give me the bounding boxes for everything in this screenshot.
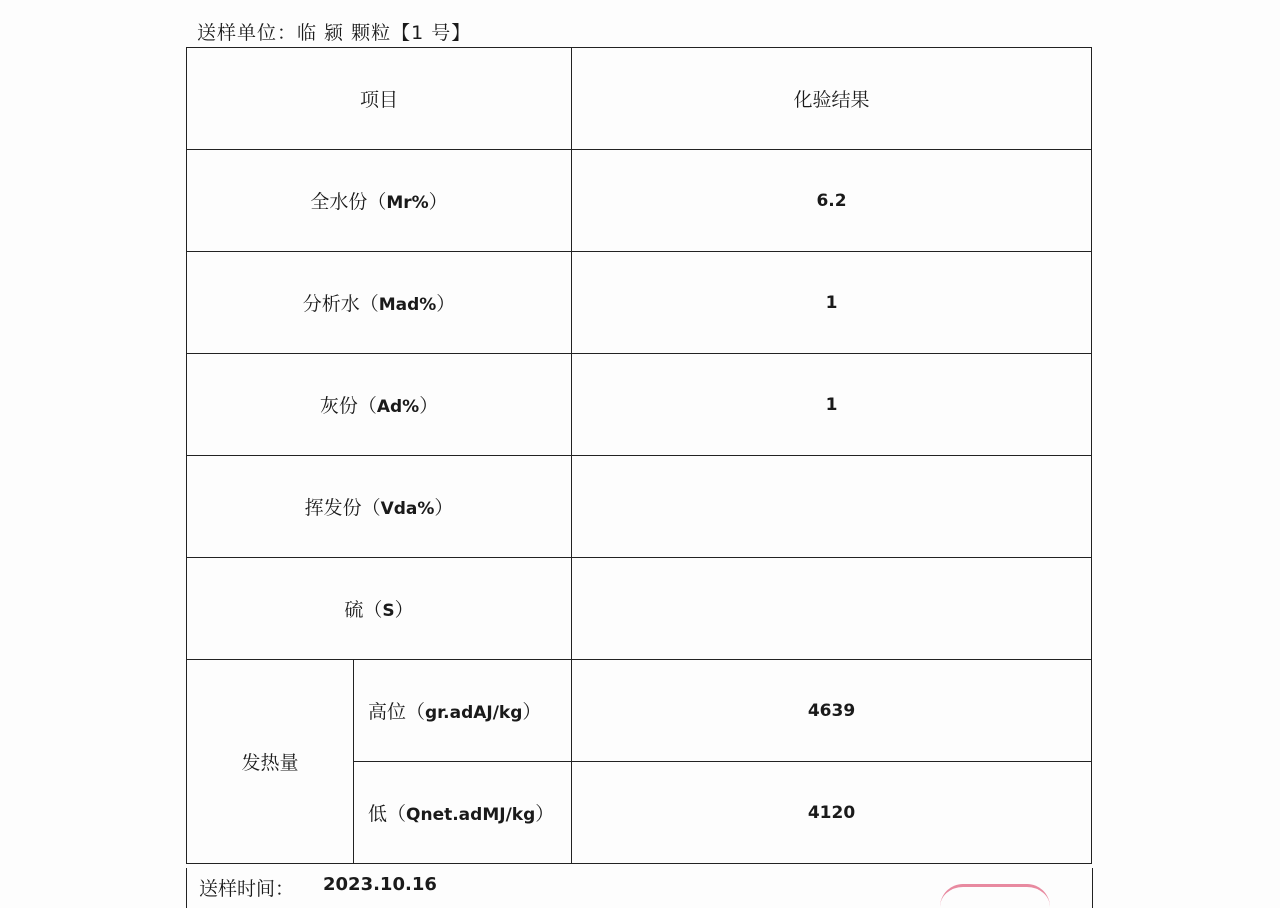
date-value: 2023.10.16 bbox=[323, 874, 437, 895]
row-result: 1 bbox=[572, 354, 1092, 456]
table-header-row bbox=[187, 48, 1092, 150]
red-stamp bbox=[940, 884, 1050, 907]
item-cn: 低（ bbox=[368, 803, 407, 825]
item-en: Qnet.adMJ/kg bbox=[406, 805, 536, 825]
item-close: ） bbox=[419, 395, 439, 417]
item-en: Ad% bbox=[376, 397, 420, 417]
sender-unit bbox=[197, 18, 471, 45]
item-en: S bbox=[382, 601, 395, 621]
table-row bbox=[187, 660, 1092, 762]
row-item bbox=[187, 252, 572, 354]
row-item bbox=[187, 150, 572, 252]
item-close: ） bbox=[434, 497, 454, 519]
item-cn: 分析水（ bbox=[302, 293, 379, 315]
heat-low-item bbox=[354, 762, 572, 864]
item-en: Mr% bbox=[386, 193, 429, 213]
header-item: 项目 bbox=[187, 48, 572, 150]
item-cn: 硫（ bbox=[344, 599, 383, 621]
row-item bbox=[187, 456, 572, 558]
item-cn: 高位（ bbox=[368, 701, 426, 723]
item-cn: 全水份（ bbox=[310, 191, 387, 213]
item-close: ） bbox=[522, 701, 542, 723]
sender-value: 临 颍 颗粒【1 号】 bbox=[297, 22, 472, 44]
table-row bbox=[187, 456, 1092, 558]
header-result: 化验结果 bbox=[572, 48, 1092, 150]
item-close: ） bbox=[394, 599, 414, 621]
item-close: ） bbox=[436, 293, 456, 315]
row-result bbox=[572, 456, 1092, 558]
row-item bbox=[187, 558, 572, 660]
item-close: ） bbox=[535, 803, 555, 825]
row-result: 1 bbox=[572, 252, 1092, 354]
table-row bbox=[187, 558, 1092, 660]
row-item bbox=[187, 354, 572, 456]
item-en: Vda% bbox=[380, 499, 435, 519]
item-cn: 挥发份（ bbox=[304, 497, 381, 519]
table-row bbox=[187, 354, 1092, 456]
sender-label: 送样单位： bbox=[197, 22, 298, 44]
heat-low-result: 4120 bbox=[572, 762, 1092, 864]
heat-high-item bbox=[354, 660, 572, 762]
table-row bbox=[187, 150, 1092, 252]
date-label: 送样时间： bbox=[199, 878, 295, 900]
item-en: Mad% bbox=[378, 295, 437, 315]
item-cn: 灰份（ bbox=[319, 395, 377, 417]
item-close: ） bbox=[428, 191, 448, 213]
item-en: gr.adAJ/kg bbox=[425, 703, 523, 723]
heat-high-result: 4639 bbox=[572, 660, 1092, 762]
heat-label: 发热量 bbox=[187, 660, 354, 864]
row-result: 6.2 bbox=[572, 150, 1092, 252]
row-result bbox=[572, 558, 1092, 660]
table-row bbox=[187, 252, 1092, 354]
test-results-table bbox=[186, 47, 1092, 864]
